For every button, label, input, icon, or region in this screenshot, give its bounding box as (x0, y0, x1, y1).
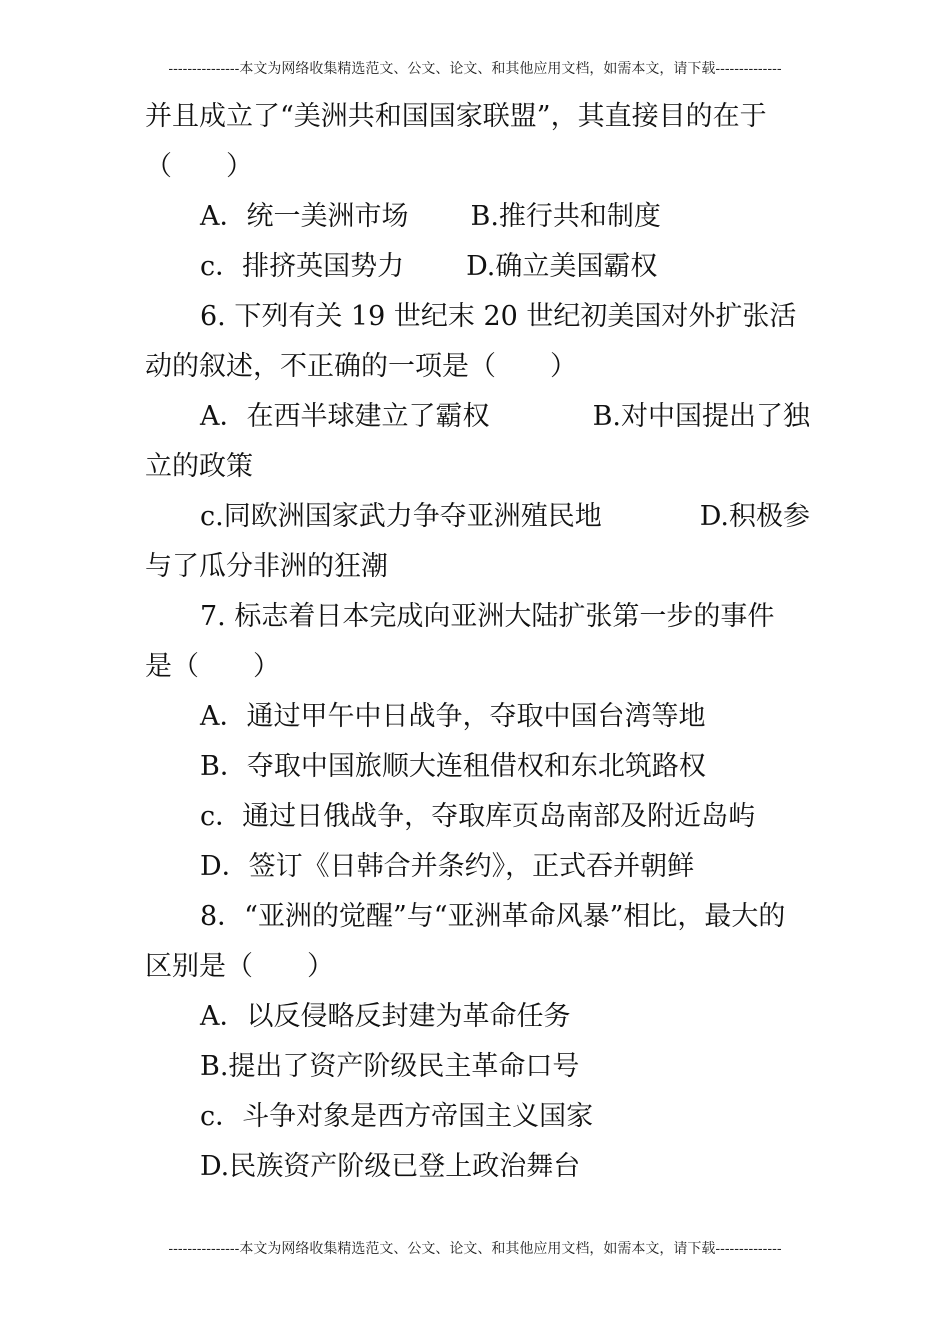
q5-option-a: A．统一美洲市场 (200, 201, 409, 232)
q5-stem-line2: （ ） (145, 151, 253, 182)
q6-option-b-part1: B.对中国提出了独 (592, 401, 810, 432)
q6-stem-line1: 6. 下列有关 19 世纪末 20 世纪初美国对外扩张活 (200, 301, 797, 332)
q5-option-b: B.推行共和制度 (470, 201, 661, 232)
q7-option-d: D．签订《日韩合并条约》，正式吞并朝鲜 (200, 851, 695, 882)
q6-option-c: c.同欧洲国家武力争夺亚洲殖民地 (200, 501, 602, 532)
q5-option-d: D.确立美国霸权 (466, 251, 658, 282)
q5-options-cd (145, 242, 810, 292)
q7-option-a: A．通过甲午中日战争，夺取中国台湾等地 (200, 701, 706, 732)
q7-option-c: c．通过日俄战争，夺取库页岛南部及附近岛屿 (200, 801, 756, 832)
q6-option-a: A．在西半球建立了霸权 (200, 401, 490, 432)
q7-stem-line1: 7. 标志着日本完成向亚洲大陆扩张第一步的事件 (200, 601, 775, 632)
page-header: ---------------本文为网络收集精选范文、公文、论文、和其他应用文档，如需本文，请下载-------------- (168, 61, 782, 77)
q8-option-b: B.提出了资产阶级民主革命口号 (200, 1051, 580, 1082)
q8-stem-line1: 8．“亚洲的觉醒”与“亚洲革命风暴”相比，最大的 (200, 901, 786, 932)
q6-option-b-part2: 立的政策 (145, 451, 253, 482)
q8-stem-line2: 区别是（ ） (145, 951, 334, 982)
q8-option-a: A．以反侵略反封建为革命任务 (200, 1001, 571, 1032)
q6-option-d-part1: D.积极参 (699, 501, 810, 532)
document-body (145, 92, 810, 1192)
q5-option-c: c．排挤英国势力 (200, 251, 405, 282)
q8-option-d: D.民族资产阶级已登上政治舞台 (200, 1151, 581, 1182)
q6-stem-line2: 动的叙述，不正确的一项是（ ） (145, 351, 577, 382)
q6-options-cd (145, 492, 810, 542)
page-footer: ---------------本文为网络收集精选范文、公文、论文、和其他应用文档，如需本文，请下载-------------- (168, 1241, 782, 1257)
q6-options-ab (145, 392, 810, 442)
q8-option-c: c．斗争对象是西方帝国主义国家 (200, 1101, 594, 1132)
q5-options-ab (145, 192, 810, 242)
q7-option-b: B．夺取中国旅顺大连租借权和东北筑路权 (200, 751, 706, 782)
q7-stem-line2: 是（ ） (145, 651, 280, 682)
q6-option-d-part2: 与了瓜分非洲的狂潮 (145, 551, 388, 582)
q5-stem-line1: 并且成立了“美洲共和国国家联盟”，其直接目的在于 (145, 101, 767, 132)
